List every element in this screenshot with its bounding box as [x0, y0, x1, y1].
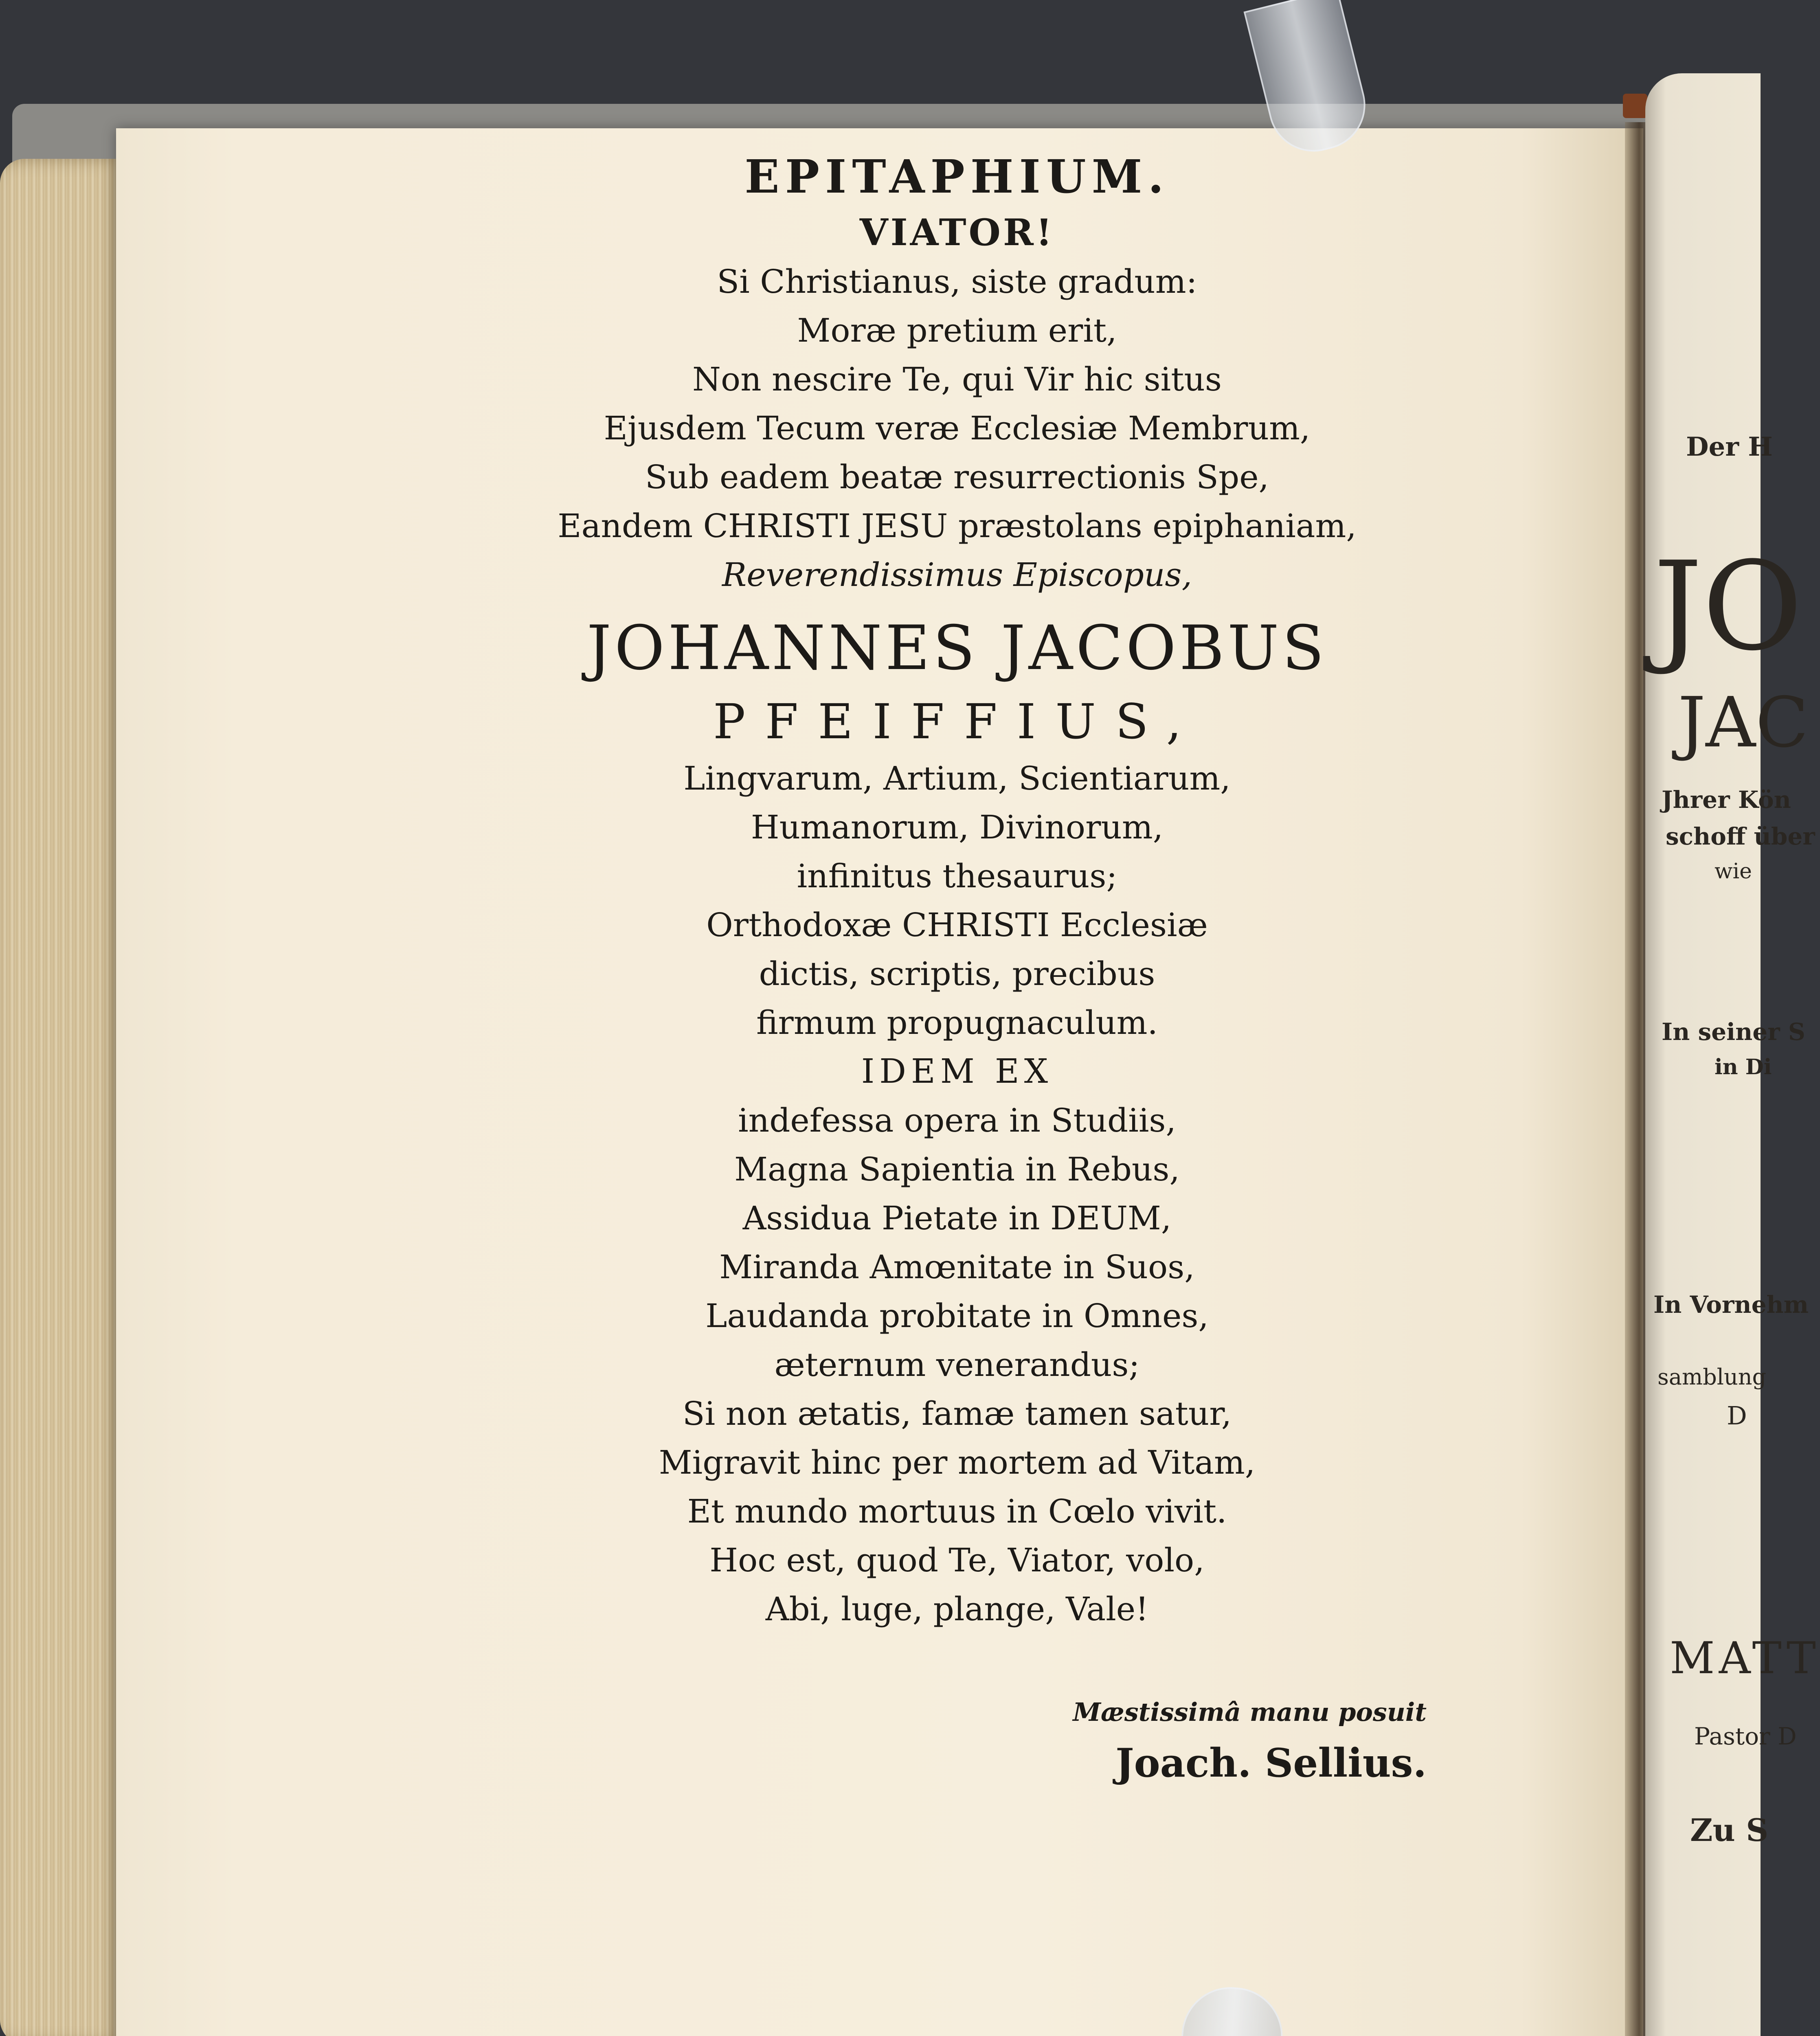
right-fragment: JO: [1653, 535, 1803, 678]
epitaph-line: Reverendissimus Episcopus,: [722, 556, 1192, 594]
right-page: [1645, 73, 1820, 2036]
binding-thread: [1623, 94, 1647, 118]
page-edges: [0, 159, 122, 2036]
epitaph-line: Ejusdem Tecum veræ Ecclesiæ Membrum,: [604, 409, 1311, 447]
signature-name: Joach. Sellius.: [1115, 1740, 1427, 1786]
epitaph-line: Non nescire Te, qui Vir hic situs: [692, 360, 1222, 398]
right-fragment: Pastor D: [1694, 1722, 1797, 1750]
epitaph-title: EPITAPHIUM.: [744, 150, 1170, 204]
epitaph-line: Assidua Pietate in DEUM,: [742, 1199, 1172, 1237]
right-fragment: schoff über: [1666, 823, 1815, 850]
right-fragment: Zu S: [1690, 1812, 1769, 1848]
epitaph-line: Sub eadem beatæ resurrectionis Spe,: [645, 458, 1269, 496]
epitaph-line: Si non ætatis, famæ tamen satur,: [682, 1395, 1232, 1433]
epitaph-line: Magna Sapientia in Rebus,: [734, 1150, 1180, 1188]
right-fragment: Der H: [1686, 432, 1773, 462]
right-fragment: JAC: [1678, 682, 1809, 763]
right-fragment: wie: [1715, 859, 1752, 884]
epitaph-line: Si Christianus, siste gradum:: [717, 263, 1197, 301]
right-fragment: D: [1727, 1401, 1747, 1430]
epitaph-line: Laudanda probitate in Omnes,: [705, 1297, 1209, 1335]
signature-block: [1073, 1690, 1427, 1792]
epitaph-line: IDEM EX: [861, 1052, 1053, 1091]
right-fragment: in Di: [1715, 1055, 1772, 1079]
epitaph-line: Hoc est, quod Te, Viator, volo,: [709, 1541, 1205, 1579]
right-fragment: In seiner S: [1662, 1018, 1805, 1046]
epitaph-line: infinitus thesaurus;: [797, 857, 1117, 895]
epitaph-line: Et mundo mortuus in Cœlo vivit.: [687, 1492, 1227, 1530]
epitaph-line: Moræ pretium erit,: [797, 312, 1117, 349]
right-fragment: Jhrer Kön: [1662, 786, 1791, 814]
epitaph-line: Lingvarum, Artium, Scientiarum,: [683, 759, 1231, 797]
epitaph-surname: PFEIFFIUS,: [713, 693, 1201, 750]
epitaph-line: firmum propugnaculum.: [756, 1004, 1158, 1042]
right-fragment: MATT: [1670, 1633, 1820, 1684]
epitaph-text-block: [468, 147, 1446, 1634]
epitaph-line: Eandem CHRISTI JESU præstolans epiphaniam,: [558, 507, 1357, 545]
epitaph-line: indefessa opera in Studiis,: [738, 1101, 1176, 1139]
epitaph-line: Miranda Amœnitate in Suos,: [719, 1248, 1195, 1286]
epitaph-name: JOHANNES JACOBUS: [586, 613, 1328, 684]
right-fragment: samblung: [1658, 1364, 1767, 1390]
signature-dedication: Mæstissimâ manu posuit: [1073, 1697, 1427, 1727]
epitaph-line: VIATOR!: [859, 211, 1055, 254]
epitaph-line: Orthodoxæ CHRISTI Ecclesiæ: [706, 906, 1208, 944]
epitaph-line: Abi, luge, plange, Vale!: [765, 1590, 1149, 1628]
epitaph-line: æternum venerandus;: [774, 1346, 1140, 1384]
epitaph-line: Humanorum, Divinorum,: [751, 808, 1164, 846]
epitaph-line: Migravit hinc per mortem ad Vitam,: [659, 1444, 1256, 1481]
right-fragment: In Vornehm: [1653, 1291, 1809, 1319]
epitaph-line: dictis, scriptis, precibus: [759, 955, 1155, 993]
